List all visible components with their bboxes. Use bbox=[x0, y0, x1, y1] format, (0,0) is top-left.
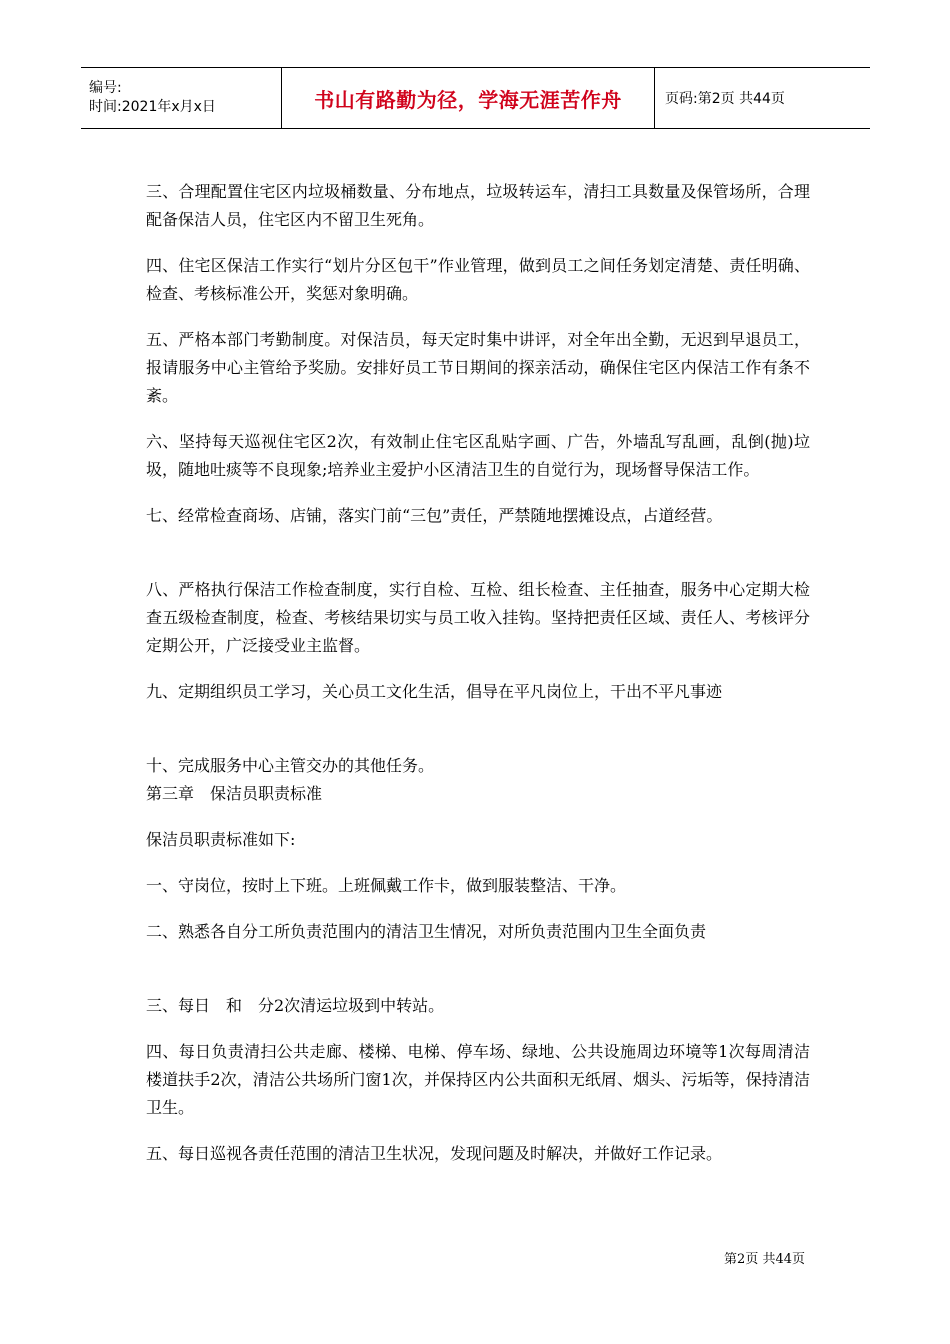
duty-4: 四、每日负责清扫公共走廊、楼梯、电梯、停车场、绿地、公共设施周边环境等1次每周清洁楼道扶手2次，清洁公共场所门窗1次，并保持区内公共面积无纸屑、烟头、污垢等，保持清洁卫生。 bbox=[146, 1042, 810, 1117]
document-body bbox=[146, 178, 810, 1168]
document-date-label: 时间:2021年x月x日 bbox=[89, 99, 216, 115]
duty-3: 三、每日 和 分2次清运垃圾到中转站。 bbox=[146, 996, 445, 1015]
paragraph-4: 四、住宅区保洁工作实行“划片分区包干”作业管理，做到员工之间任务划定清楚、责任明确、检查、考核标准公开，奖惩对象明确。 bbox=[146, 256, 810, 303]
document-number-label: 编号: bbox=[89, 80, 122, 96]
duty-1: 一、守岗位，按时上下班。上班佩戴工作卡，做到服装整洁、干净。 bbox=[146, 876, 627, 895]
header-table bbox=[81, 67, 870, 129]
header-left-cell bbox=[81, 68, 282, 128]
paragraph-7: 七、经常检查商场、店铺，落实门前“三包”责任，严禁随地摆摊设点，占道经营。 bbox=[146, 506, 723, 525]
header-motto-cell bbox=[282, 68, 655, 128]
header-page-number: 页码:第2页 共44页 bbox=[665, 91, 785, 107]
duties-intro: 保洁员职责标准如下: bbox=[146, 830, 296, 849]
header-motto: 书山有路勤为径，学海无涯苦作舟 bbox=[314, 87, 622, 112]
duty-5: 五、每日巡视各责任范围的清洁卫生状况，发现问题及时解决，并做好工作记录。 bbox=[146, 1144, 723, 1163]
paragraph-8: 八、严格执行保洁工作检查制度，实行自检、互检、组长检查、主任抽查，服务中心定期大检查五级检查制度，检查、考核结果切实与员工收入挂钩。坚持把责任区域、责任人、考核评分定期公开，广泛接受业主监督。 bbox=[146, 580, 810, 655]
chapter-title: 第三章 保洁员职责标准 bbox=[146, 784, 323, 803]
paragraph-5: 五、严格本部门考勤制度。对保洁员，每天定时集中讲评，对全年出全勤，无迟到早退员工，报请服务中心主管给予奖励。安排好员工节日期间的探亲活动，确保住宅区内保洁工作有条不紊。 bbox=[146, 330, 810, 405]
paragraph-6: 六、坚持每天巡视住宅区2次，有效制止住宅区乱贴字画、广告，外墙乱写乱画，乱倒(抛)垃圾，随地吐痰等不良现象;培养业主爱护小区清洁卫生的自觉行为，现场督导保洁工作。 bbox=[146, 432, 810, 479]
duty-2: 二、熟悉各自分工所负责范围内的清洁卫生情况，对所负责范围内卫生全面负责 bbox=[146, 922, 707, 941]
paragraph-3: 三、合理配置住宅区内垃圾桶数量、分布地点，垃圾转运车，清扫工具数量及保管场所，合理配备保洁人员，住宅区内不留卫生死角。 bbox=[146, 182, 810, 229]
footer-page-number: 第2页 共44页 bbox=[724, 1252, 805, 1267]
paragraph-9: 九、定期组织员工学习，关心员工文化生活，倡导在平凡岗位上，干出不平凡事迹 bbox=[146, 682, 723, 701]
paragraph-10: 十、完成服务中心主管交办的其他任务。 bbox=[146, 756, 435, 775]
header-page-cell bbox=[655, 68, 870, 128]
